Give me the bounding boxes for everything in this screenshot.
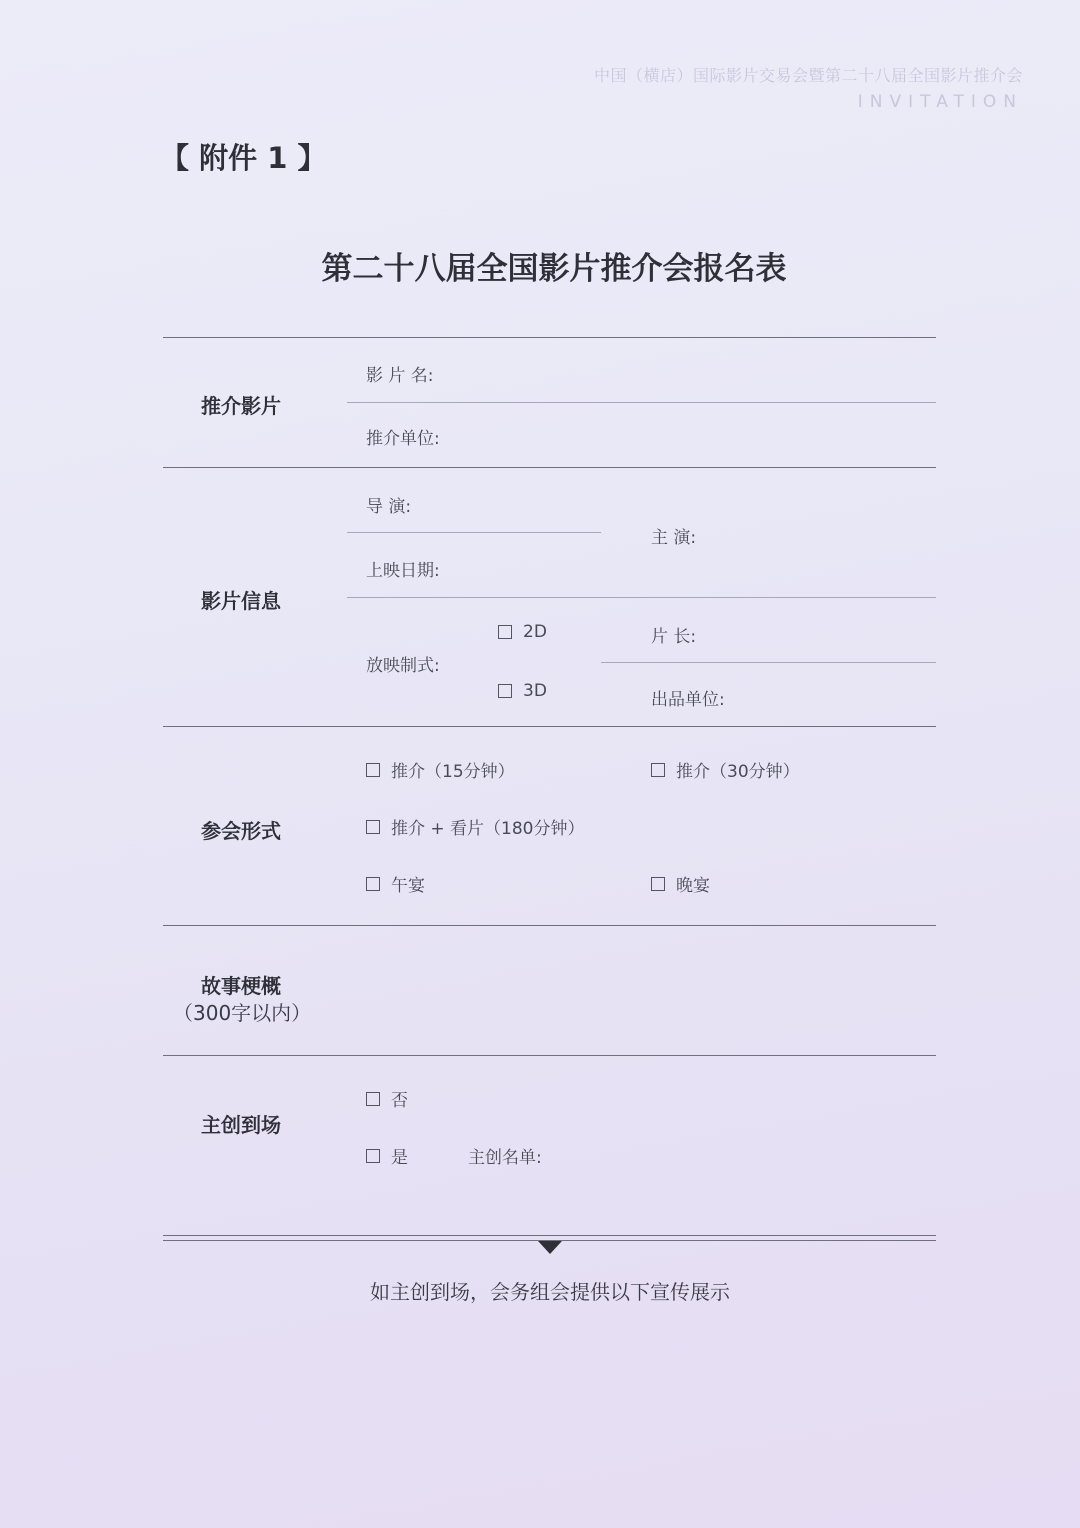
section-label-participation: 参会形式 bbox=[201, 819, 281, 843]
event-name-header: 中国（横店）国际影片交易会暨第二十八届全国影片推介会 bbox=[593, 66, 1023, 85]
format-2d-option[interactable] bbox=[498, 622, 547, 642]
section-label-creators: 主创到场 bbox=[201, 1113, 281, 1137]
section-label-synopsis: 故事梗概 bbox=[201, 974, 281, 998]
option-label: 推介（30分钟） bbox=[676, 762, 800, 782]
checkbox[interactable] bbox=[366, 1149, 380, 1163]
section-label-film: 推介影片 bbox=[201, 394, 281, 418]
release-date-field[interactable]: 上映日期: bbox=[366, 561, 440, 581]
checkbox[interactable] bbox=[366, 820, 380, 834]
attachment-label: 【 附件 1 】 bbox=[160, 141, 327, 175]
checkbox[interactable] bbox=[366, 763, 380, 777]
option-label: 是 bbox=[391, 1148, 408, 1168]
option-pitch-15min[interactable] bbox=[366, 757, 515, 782]
checkbox[interactable] bbox=[651, 763, 665, 777]
director-field[interactable]: 导 演: bbox=[366, 497, 412, 517]
synopsis-limit-note: （300字以内） bbox=[173, 1001, 312, 1025]
divider bbox=[347, 402, 936, 403]
checkbox[interactable] bbox=[366, 1092, 380, 1106]
divider bbox=[163, 925, 936, 926]
divider bbox=[163, 1235, 936, 1236]
format-3d-option[interactable] bbox=[498, 681, 547, 701]
screening-format-label: 放映制式: bbox=[366, 656, 440, 676]
divider bbox=[163, 337, 936, 338]
arrow-down-icon bbox=[538, 1241, 562, 1254]
checkbox[interactable] bbox=[366, 877, 380, 891]
format-3d-label: 3D bbox=[523, 681, 547, 701]
divider bbox=[347, 532, 601, 533]
option-label: 推介 + 看片（180分钟） bbox=[391, 819, 585, 839]
option-lunch[interactable] bbox=[366, 871, 425, 896]
lead-actor-field[interactable]: 主 演: bbox=[651, 528, 697, 548]
form-title: 第二十八届全国影片推介会报名表 bbox=[321, 251, 787, 287]
checkbox[interactable] bbox=[651, 877, 665, 891]
divider bbox=[163, 467, 936, 468]
creators-no-option[interactable] bbox=[366, 1086, 408, 1111]
runtime-field[interactable]: 片 长: bbox=[651, 627, 697, 647]
option-pitch-30min[interactable] bbox=[651, 757, 800, 782]
creators-list-field[interactable]: 主创名单: bbox=[468, 1148, 542, 1168]
divider bbox=[347, 597, 936, 598]
film-name-field[interactable]: 影 片 名: bbox=[366, 366, 434, 386]
checkbox[interactable] bbox=[498, 625, 512, 639]
presenting-unit-field[interactable]: 推介单位: bbox=[366, 429, 440, 449]
synopsis-input-area[interactable] bbox=[347, 930, 936, 1050]
option-label: 午宴 bbox=[391, 876, 425, 896]
format-2d-label: 2D bbox=[523, 622, 547, 642]
option-label: 晚宴 bbox=[676, 876, 710, 896]
invitation-subtitle: INVITATION bbox=[857, 92, 1023, 112]
divider bbox=[163, 726, 936, 727]
creators-yes-option[interactable] bbox=[366, 1143, 408, 1168]
divider bbox=[163, 1055, 936, 1056]
option-dinner[interactable] bbox=[651, 871, 710, 896]
option-label: 否 bbox=[391, 1091, 408, 1111]
option-pitch-screening-180min[interactable] bbox=[366, 814, 585, 839]
divider bbox=[601, 662, 936, 663]
checkbox[interactable] bbox=[498, 684, 512, 698]
producer-field[interactable]: 出品单位: bbox=[651, 690, 725, 710]
footer-note: 如主创到场，会务组会提供以下宣传展示 bbox=[370, 1280, 730, 1304]
option-label: 推介（15分钟） bbox=[391, 762, 515, 782]
section-label-info: 影片信息 bbox=[201, 589, 281, 613]
